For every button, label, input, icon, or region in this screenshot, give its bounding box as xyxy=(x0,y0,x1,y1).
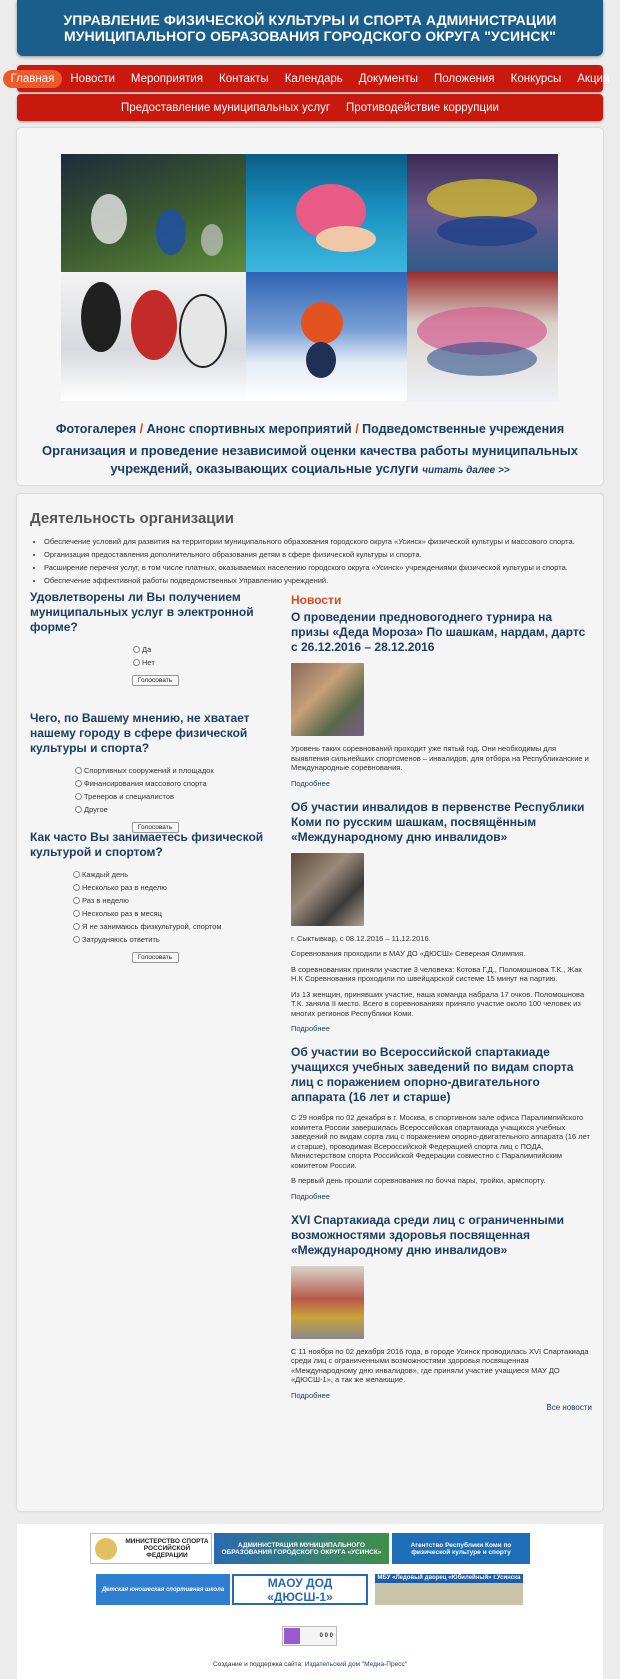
news-text: В соревнованиях приняли участие 3 человека: Котова Г.Д., Поломошнова Т.К., Жак Н.К Соревнования проходили по швейцарской системе 15 минут на партию. xyxy=(291,964,582,983)
footer xyxy=(17,1524,603,1679)
poll-option[interactable] xyxy=(75,790,280,803)
counter-value: 0 0 0 xyxy=(319,1633,333,1639)
option-label: Каждый день xyxy=(82,870,129,879)
poll-question: Как часто Вы занимаетесь физической культурой и спортом? xyxy=(30,830,264,859)
vote-button[interactable]: Голосовать xyxy=(132,675,179,686)
read-more-link[interactable]: Подробнее xyxy=(291,1191,330,1201)
visit-counter[interactable] xyxy=(282,1626,337,1646)
news-title-link[interactable]: XVI Спартакиада среди лиц с ограниченными возможностями здоровья посвященная «Международному дню инвалидов» xyxy=(291,1212,564,1257)
ice-palace-logo[interactable] xyxy=(375,1574,523,1605)
news-text: Уровень таких соревнований проходит уже пятый год. Они необходимы для выявления сильнейших спортсменов – инвалидов, для отбора на Республиканские и Международные соревнования. xyxy=(291,744,589,772)
radio-button[interactable] xyxy=(75,767,82,774)
news-text: В первый день прошли соревнования по бочча пары, тройки, армспорту. xyxy=(291,1176,546,1185)
nav-item-documents[interactable]: Документы xyxy=(358,72,419,85)
nav-item-contacts[interactable]: Контакты xyxy=(219,72,269,85)
option-label: Нет xyxy=(142,658,155,667)
nav-item-events[interactable]: Мероприятия xyxy=(130,72,203,85)
read-more-link[interactable]: Подробнее xyxy=(291,1390,330,1400)
radio-button[interactable] xyxy=(73,871,80,878)
poll-option[interactable] xyxy=(75,777,280,790)
sport-school-logo[interactable] xyxy=(96,1574,230,1605)
media-press-link[interactable]: Издательский дом "Медиа-Пресс" xyxy=(304,1661,408,1668)
news-title-link[interactable]: О проведении предновогоднего турнира на призы «Деда Мороза» По шашкам, нардам, дартс с 26.12.2016 – 28.12.2016 xyxy=(291,610,586,654)
nav-item-anticorruption[interactable]: Противодействие коррупции xyxy=(346,101,499,114)
subordinate-institutions-link[interactable]: Подведомственные учреждения xyxy=(362,422,565,436)
quality-assessment-block xyxy=(17,442,603,480)
poll-option[interactable] xyxy=(73,933,280,946)
poll-option[interactable] xyxy=(73,894,280,907)
poll-sport-frequency xyxy=(30,830,280,963)
news-thumbnail[interactable] xyxy=(291,1266,364,1339)
radio-button[interactable] xyxy=(75,806,82,813)
news-thumbnail[interactable] xyxy=(291,853,364,926)
option-label: Несколько раз в месяц xyxy=(82,909,162,918)
poll-option[interactable] xyxy=(133,656,280,669)
news-thumbnail[interactable] xyxy=(291,663,364,736)
option-label: Несколько раз в неделю xyxy=(82,883,167,892)
poll-city-needs xyxy=(30,711,280,833)
dussh-1-logo[interactable] xyxy=(232,1574,368,1605)
main-content xyxy=(17,494,603,1511)
swimming-photo xyxy=(246,154,407,272)
nav-item-municipal-services[interactable]: Предоставление муниципальных услуг xyxy=(121,101,331,114)
nav-item-news[interactable]: Новости xyxy=(70,72,115,85)
radio-button[interactable] xyxy=(73,897,80,904)
option-label: Другое xyxy=(84,805,108,814)
site-title: УПРАВЛЕНИЕ ФИЗИЧЕСКОЙ КУЛЬТУРЫ И СПОРТА АДМИНИСТРАЦИИ МУНИЦИПАЛЬНОГО ОБРАЗОВАНИЯ ГОРОДСКОГО ОКРУГА "УСИНСК" xyxy=(63,12,557,44)
news-item xyxy=(291,1213,593,1400)
activity-item: • Обеспечение эффективной работы подведомственных Управлению учреждений. xyxy=(44,575,594,586)
logo-label: Агентство Республики Коми по физической культуре и спорту xyxy=(410,1541,512,1556)
radio-button[interactable] xyxy=(73,936,80,943)
option-label: Да xyxy=(142,645,152,654)
radio-button[interactable] xyxy=(133,659,140,666)
poll-option[interactable] xyxy=(73,907,280,920)
option-label: Раз в неделю xyxy=(82,896,129,905)
secondary-nav xyxy=(17,94,603,121)
poll-option[interactable] xyxy=(75,764,280,777)
banner-links-row xyxy=(17,420,603,438)
nav-item-actions[interactable]: Акции xyxy=(577,72,610,85)
poll-option[interactable] xyxy=(73,881,280,894)
read-more-link[interactable]: Подробнее xyxy=(291,778,330,788)
all-news-link[interactable]: Все новости xyxy=(546,1403,592,1412)
radio-button[interactable] xyxy=(73,910,80,917)
komi-sport-agency-logo[interactable] xyxy=(392,1533,530,1564)
activity-list xyxy=(44,536,594,588)
radio-button[interactable] xyxy=(73,884,80,891)
option-label: Спортивных сооружений и площадок xyxy=(84,766,214,775)
read-more-link[interactable]: Подробнее xyxy=(291,1024,330,1033)
logo-label: АДМИНИСТРАЦИЯ МУНИЦИПАЛЬНОГО ОБРАЗОВАНИЯ ГОРОДСКОГО ОКРУГА «УСИНСК» xyxy=(221,1541,382,1556)
sports-photo-collage[interactable] xyxy=(61,154,558,401)
poll-option[interactable] xyxy=(75,803,280,816)
news-column xyxy=(291,593,593,1412)
separator: / xyxy=(355,422,359,436)
poll-e-services xyxy=(30,590,280,686)
poll-question: Удовлетворены ли Вы получением муниципальных услуг в электронной форме? xyxy=(30,590,254,634)
option-label: Я не занимаюсь физкультурой, спортом xyxy=(82,922,222,931)
nav-item-home[interactable]: Главная xyxy=(3,70,63,88)
activity-item: • Организация предоставления дополнительного образования детям в сфере физической культуры и спорта. xyxy=(44,549,594,560)
radio-button[interactable] xyxy=(75,793,82,800)
nav-item-calendar[interactable]: Календарь xyxy=(284,72,343,85)
logo-label: МАОУ ДОД «ДЮСШ-1» xyxy=(267,1575,333,1604)
banner-links xyxy=(17,420,603,480)
radio-button[interactable] xyxy=(73,923,80,930)
logo-label: МБУ «Ледовый дворец «Юбилейный» г.Усинска xyxy=(377,1575,521,1581)
emblem-icon xyxy=(95,1538,117,1560)
news-title-link[interactable]: Об участии инвалидов в первенстве Республики Коми по русским шашкам, посвящённым «Международному дню инвалидов» xyxy=(291,799,585,844)
vote-button[interactable]: Голосовать xyxy=(132,822,179,833)
activity-item: • Обеспечение условий для развития на территории муниципального образования городского округа «Усинск» физической культуры и массового спорта. xyxy=(44,536,594,547)
poll-option[interactable] xyxy=(73,920,280,933)
photo-gallery-link[interactable]: Фотогалерея xyxy=(55,422,137,436)
option-label: Затрудняюсь ответить xyxy=(82,935,160,944)
ministry-sport-logo[interactable] xyxy=(90,1533,212,1564)
radio-button[interactable] xyxy=(133,646,140,653)
sprint-start-photo xyxy=(407,154,558,272)
poll-question: Чего, по Вашему мнению, не хватает нашему городу в сфере физической культуры и спорта? xyxy=(30,711,250,755)
news-item xyxy=(291,610,593,788)
counter-icon xyxy=(284,1628,300,1644)
football-photo xyxy=(61,154,246,272)
option-label: Тренеров и специалистов xyxy=(84,792,174,801)
skating-photo xyxy=(407,272,558,401)
vote-button[interactable]: Голосовать xyxy=(132,952,179,963)
banner-section xyxy=(17,128,603,485)
poll-option[interactable] xyxy=(133,643,280,656)
news-text: С 11 ноября по 02 декабря 2016 года, в городе Усинск проводилась XVI Спартакиада среди лиц с ограниченными возможностями здоровья посвященная «Международному дню инвалидов», где приняли участие учащиеся МАУ ДО «ДЮСШ-1», а так же желающие. xyxy=(291,1346,589,1384)
usinsk-admin-logo[interactable] xyxy=(214,1533,389,1564)
main-nav xyxy=(10,65,610,92)
news-text: С 29 ноября по 02 декабря в г. Москва, в спортивном зале офиса Паралимпийского комитета России завершилась Всероссийская спартакиада учащихся учебных заведений по видам сорта лиц с поражением опорно-двигательного аппарата (16 лет и старше), проводимая Всероссийской Федерацией спорта лиц с ПОДА, Министерством спорта Российской Федерации совместно с Паралимпийским комитетом России. xyxy=(291,1113,590,1170)
read-more-link[interactable]: читать далее >> xyxy=(422,465,510,476)
poll-option[interactable] xyxy=(73,868,280,881)
news-item xyxy=(291,800,593,1034)
hockey-photo xyxy=(61,272,246,401)
activity-item: • Расширение перечня услуг, в том числе платных, оказываемых населению городского округа «Усинск» учреждениями физической культуры и спорта. xyxy=(44,562,594,573)
separator: / xyxy=(139,422,144,436)
logo-label: Детская юношеская спортивная школа xyxy=(101,1586,225,1593)
news-text: Из 13 женщин, принявших участие, наша команда набрала 17 очков. Поломошнова Т.К. заняла II место. Всего в соревнованиях приняло участие около 100 человек из многих регионов Республики Коми. xyxy=(291,989,585,1018)
radio-button[interactable] xyxy=(75,780,82,787)
option-label: Финансирования массового спорта xyxy=(84,779,207,788)
news-item xyxy=(291,1045,593,1201)
news-text: г. Сыктывкар, с 08.12.2016 – 11.12.2016. xyxy=(291,933,431,943)
news-text: Соревнования проходили в МАУ ДО «ДЮСШ» Северная Олимпия. xyxy=(291,949,526,958)
footer-credit xyxy=(17,1661,603,1668)
site-header xyxy=(17,0,603,56)
quality-assessment-text: Организация и проведение независимой оценки качества работы муниципальных учреждений, оказывающих социальные услуги xyxy=(42,443,578,476)
nav-item-contests[interactable]: Конкурсы xyxy=(510,72,562,85)
skiing-photo xyxy=(246,272,407,401)
logo-label: МИНИСТЕРСТВО СПОРТА РОССИЙСКОЙ ФЕДЕРАЦИИ xyxy=(125,1538,209,1559)
nav-item-regulations[interactable]: Положения xyxy=(434,72,495,85)
credit-text: Создание и поддержка сайта: xyxy=(212,1661,303,1668)
events-announce-link[interactable]: Анонс спортивных мероприятий xyxy=(146,422,352,436)
activity-title: Деятельность организации xyxy=(30,510,234,527)
news-title-link[interactable]: Об участии во Всероссийской спартакиаде учащихся учебных заведений по видам спорта лиц с поражением опорно-двигательного аппарата (16 лет и старше) xyxy=(291,1045,574,1104)
news-heading: Новости xyxy=(291,593,342,607)
